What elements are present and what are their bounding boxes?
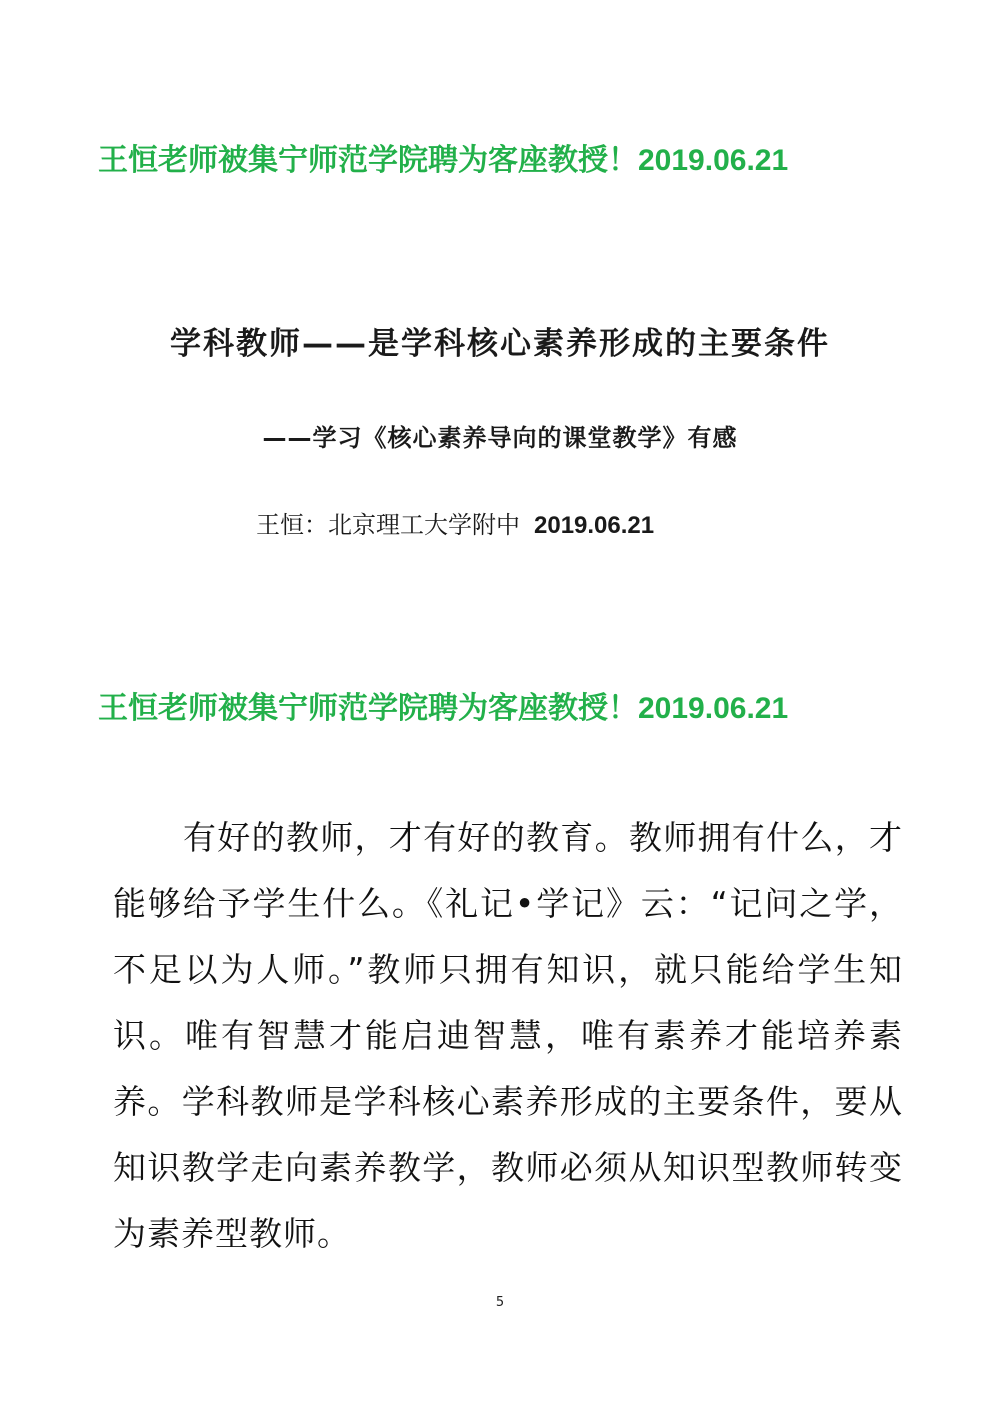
author-line	[256, 505, 654, 540]
banner-text: 王恒老师被集宁师范学院聘为客座教授！	[98, 143, 638, 178]
article-title: 学科教师——是学科核心素养形成的主要条件	[170, 326, 830, 362]
page-number: 5	[495, 1295, 505, 1310]
banner-date: 2019.06.21	[638, 144, 789, 177]
article-subtitle: ——学习《核心素养导向的课堂教学》有感	[262, 424, 738, 452]
author-date: 2019.06.21	[534, 512, 655, 539]
announcement-banner-top	[98, 135, 918, 179]
banner-text: 王恒老师被集宁师范学院聘为客座教授！	[98, 691, 638, 726]
author-name: 王恒：北京理工大学附中	[256, 511, 520, 539]
banner-date: 2019.06.21	[638, 692, 789, 725]
announcement-banner-middle	[98, 683, 918, 727]
body-paragraph: 有好的教师，才有好的教育。教师拥有什么，才能够给予学生什么。《礼记•学记》云：“记问之学，不足以为人师。”教师只拥有知识，就只能给学生知识。唯有智慧才能启迪智慧，唯有素养才能培养素养。学科教师是学科核心素养形成的主要条件，要从知识教学走向素养教学，教师必须从知识型教师转变为素养型教师。	[113, 818, 903, 1253]
